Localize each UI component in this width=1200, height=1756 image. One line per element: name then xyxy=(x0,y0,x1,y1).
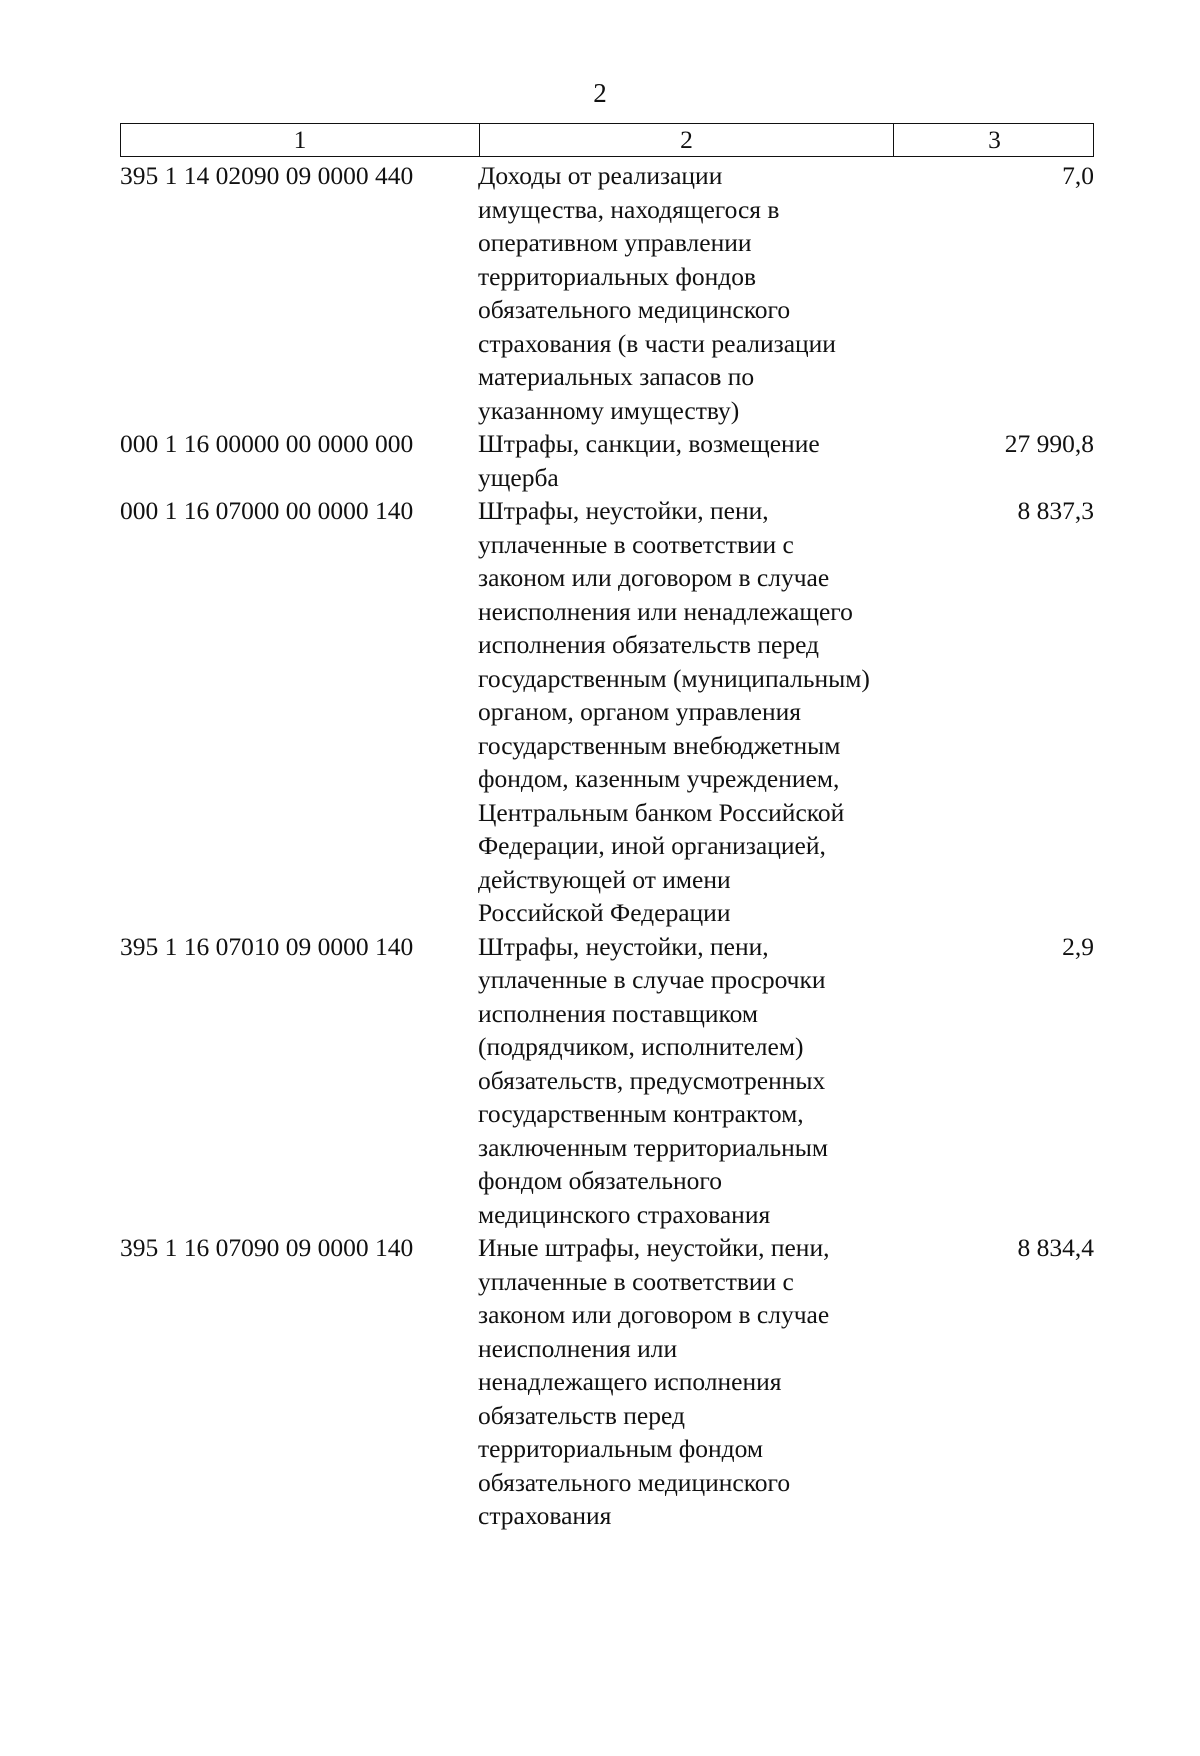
description-line: материальных запасов по xyxy=(478,362,755,391)
description-line: исполнения поставщиком xyxy=(478,998,759,1028)
description-line: государственным внебюджетным xyxy=(478,730,841,760)
description-line: Доходы от реализации xyxy=(478,161,723,190)
description-line: обязательного медицинского xyxy=(478,1467,791,1497)
description-line: Штрафы, неустойки, пени, xyxy=(478,931,769,961)
description-line: Центральным банком Российской xyxy=(478,797,845,827)
description-line: государственным (муниципальным) xyxy=(478,663,870,693)
description-line: государственным контрактом, xyxy=(478,1099,804,1128)
table-row xyxy=(120,1231,1094,1533)
column-header-3: 3 xyxy=(893,124,1095,156)
description-line: уплаченные в соответствии с xyxy=(478,1266,794,1296)
description-line: законом или договором в случае xyxy=(478,563,830,592)
table-row xyxy=(120,159,1094,427)
table-row xyxy=(120,930,1094,1232)
description-line: Российской Федерации xyxy=(478,898,731,927)
budget-code-cell: 000 1 16 00000 00 0000 000 xyxy=(120,429,414,458)
budget-code-cell: 395 1 16 07010 09 0000 140 xyxy=(120,931,414,961)
revenue-description-cell xyxy=(478,427,892,494)
description-line: фондом, казенным учреждением, xyxy=(478,764,840,793)
amount-cell: 8 837,3 xyxy=(1017,496,1094,525)
description-line: Иные штрафы, неустойки, пени, xyxy=(478,1233,830,1262)
description-line: страхования (в части реализации xyxy=(478,328,836,358)
description-line: медицинского страхования xyxy=(478,1199,771,1229)
description-line: неисполнения или xyxy=(478,1333,678,1363)
description-line: уплаченные в случае просрочки xyxy=(478,965,826,994)
description-line: обязательств перед xyxy=(478,1400,685,1430)
budget-code-cell: 395 1 16 07090 09 0000 140 xyxy=(120,1233,414,1262)
description-line: Федерации, иной организацией, xyxy=(478,831,826,860)
budget-code-cell: 395 1 14 02090 09 0000 440 xyxy=(120,161,414,190)
description-line: фондом обязательного xyxy=(478,1166,723,1195)
description-line: (подрядчиком, исполнителем) xyxy=(478,1032,804,1061)
table-header-row xyxy=(120,123,1094,157)
revenue-description-cell xyxy=(478,930,892,1232)
description-line: ненадлежащего исполнения xyxy=(478,1367,782,1396)
amount-cell: 8 834,4 xyxy=(1017,1233,1094,1262)
description-line: обязательного медицинского xyxy=(478,295,791,324)
budget-revenue-table xyxy=(120,123,1094,1533)
description-line: страхования xyxy=(478,1501,612,1530)
description-line: территориальных фондов xyxy=(478,261,757,291)
budget-code-cell: 000 1 16 07000 00 0000 140 xyxy=(120,496,414,525)
description-line: обязательств, предусмотренных xyxy=(478,1065,826,1095)
table-row xyxy=(120,494,1094,930)
amount-cell: 7,0 xyxy=(1062,161,1094,190)
description-line: оперативном управлении xyxy=(478,228,752,257)
description-line: территориальным фондом xyxy=(478,1434,764,1463)
revenue-description-cell xyxy=(478,1231,892,1533)
description-line: неисполнения или ненадлежащего xyxy=(478,596,853,626)
description-line: ущерба xyxy=(478,462,559,492)
revenue-description-cell xyxy=(478,159,892,427)
revenue-description-cell xyxy=(478,494,892,930)
page-number: 2 xyxy=(593,78,607,108)
amount-cell: 2,9 xyxy=(1062,931,1094,961)
description-line: действующей от имени xyxy=(478,864,731,894)
description-line: органом, органом управления xyxy=(478,697,802,726)
column-header-2: 2 xyxy=(479,124,893,156)
column-header-1: 1 xyxy=(293,125,307,154)
description-line: Штрафы, неустойки, пени, xyxy=(478,496,769,525)
description-line: законом или договором в случае xyxy=(478,1300,830,1329)
amount-cell: 27 990,8 xyxy=(1004,429,1094,458)
description-line: уплаченные в соответствии с xyxy=(478,529,794,559)
description-line: заключенным территориальным xyxy=(478,1132,829,1162)
table-body xyxy=(120,159,1094,1533)
table-row xyxy=(120,427,1094,494)
description-line: исполнения обязательств перед xyxy=(478,630,820,659)
description-line: имущества, находящегося в xyxy=(478,194,780,224)
description-line: указанному имуществу) xyxy=(478,395,740,425)
description-line: Штрафы, санкции, возмещение xyxy=(478,429,820,458)
